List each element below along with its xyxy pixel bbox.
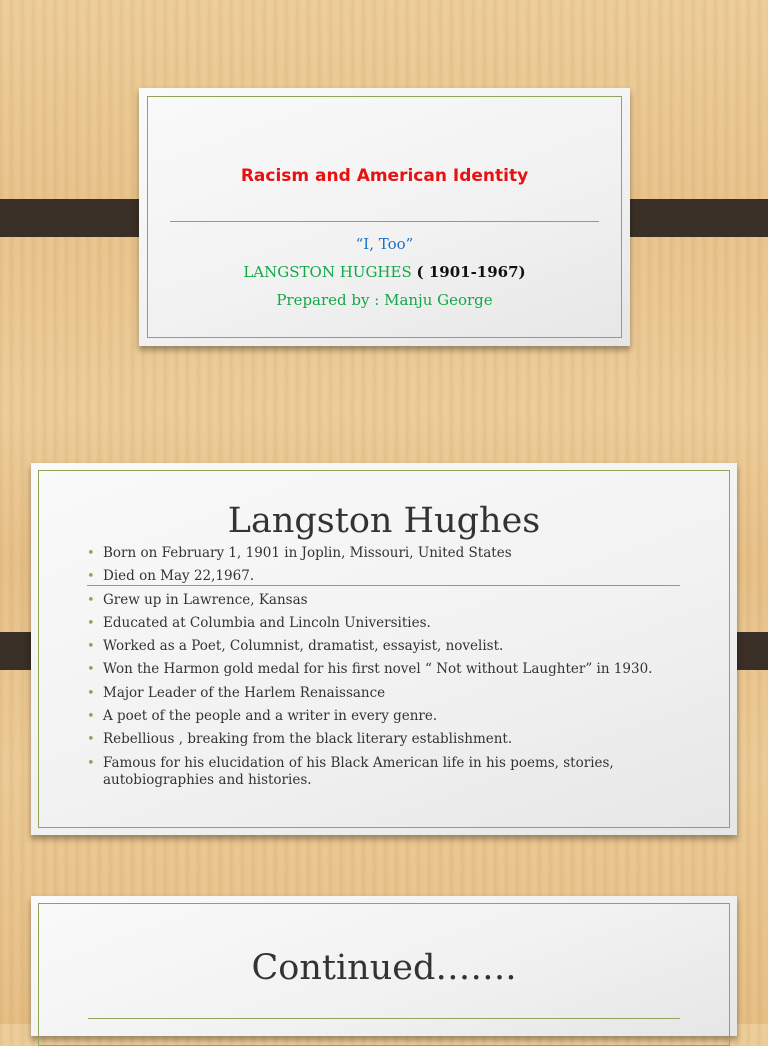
bullet-icon: • — [87, 569, 95, 585]
list-item: • Famous for his elucidation of his Black American life in his poems, stories, autobiographies and histories. — [87, 754, 614, 788]
author-years: ( 1901-1967) — [416, 263, 526, 281]
bullet-list — [87, 545, 687, 795]
prepared-by: Prepared by : Manju George — [276, 291, 493, 309]
list-item: • Rebellious , breaking from the black literary establishment. — [87, 731, 513, 748]
title-divider — [88, 1018, 680, 1019]
list-item: • Worked as a Poet, Columnist, dramatist, essayist, novelist. — [87, 638, 504, 655]
bullet-icon: • — [87, 615, 95, 631]
bullet-icon: • — [87, 685, 95, 701]
slide-langston-hughes[interactable] — [31, 463, 737, 835]
bullet-icon: • — [87, 755, 95, 771]
bullet-icon: • — [87, 732, 95, 748]
slide-heading: Langston Hughes — [227, 501, 541, 541]
author-line — [139, 263, 630, 281]
list-item: • Won the Harmon gold medal for his first novel “ Not without Laughter” in 1930. — [87, 661, 653, 678]
binder-clip-right-1 — [613, 199, 768, 237]
list-item: • A poet of the people and a writer in every genre. — [87, 708, 438, 725]
list-item: • Major Leader of the Harlem Renaissance — [87, 684, 386, 701]
poem-title: “I, Too” — [355, 235, 414, 253]
bullet-icon: • — [87, 639, 95, 655]
list-item: • Died on May 22,1967. — [87, 568, 255, 585]
bullet-icon: • — [87, 709, 95, 725]
author-name: LANGSTON HUGHES — [243, 263, 412, 281]
bullet-icon: • — [87, 592, 95, 608]
slide-continued[interactable] — [31, 896, 737, 1036]
list-item: • Grew up in Lawrence, Kansas — [87, 591, 308, 608]
bullet-icon: • — [87, 662, 95, 678]
list-item: • Educated at Columbia and Lincoln Universities. — [87, 614, 431, 631]
binder-clip-left-1 — [0, 199, 155, 237]
list-item: • Born on February 1, 1901 in Joplin, Missouri, United States — [87, 545, 512, 561]
slide-title[interactable] — [139, 88, 630, 346]
slide-heading: Continued……. — [251, 948, 517, 988]
slide-title-heading: Racism and American Identity — [240, 166, 529, 186]
bullet-icon: • — [87, 546, 95, 561]
title-divider — [170, 221, 599, 222]
